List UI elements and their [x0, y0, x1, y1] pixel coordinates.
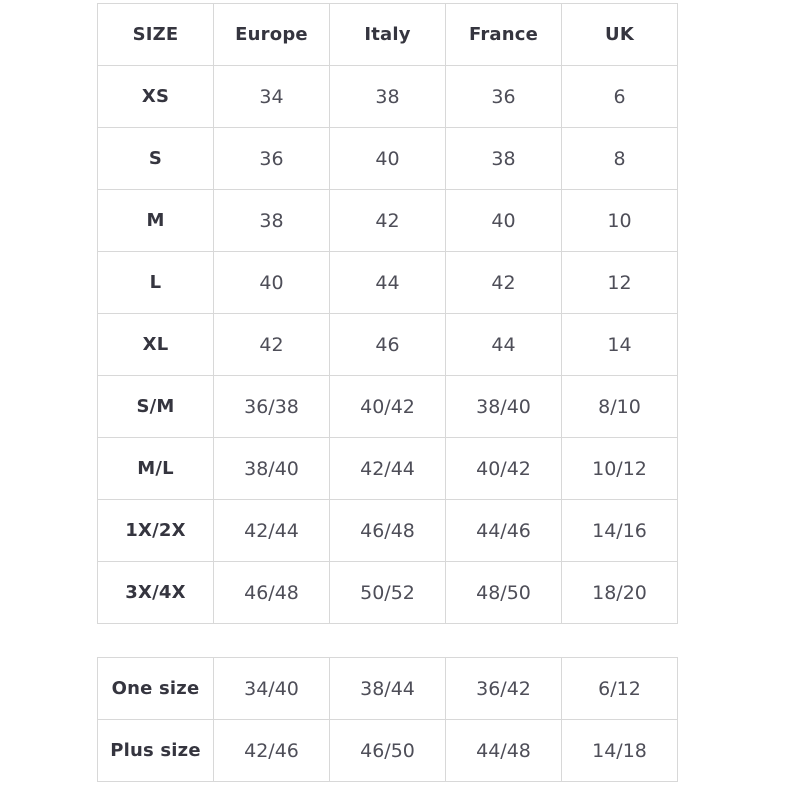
value-cell: 36: [214, 128, 330, 190]
table-row: [98, 562, 678, 624]
value-cell: 34/40: [214, 658, 330, 720]
size-label-cell: 3X/4X: [98, 562, 214, 624]
value-cell: 36: [446, 66, 562, 128]
value-cell: 42/46: [214, 720, 330, 782]
size-label-cell: XS: [98, 66, 214, 128]
size-label-cell: XL: [98, 314, 214, 376]
value-cell: 44: [446, 314, 562, 376]
value-cell: 42: [330, 190, 446, 252]
size-label-cell: M: [98, 190, 214, 252]
value-cell: 38/40: [214, 438, 330, 500]
value-cell: 40: [214, 252, 330, 314]
value-cell: 38/40: [446, 376, 562, 438]
value-cell: 38: [330, 66, 446, 128]
table-row: [98, 66, 678, 128]
value-cell: 48/50: [446, 562, 562, 624]
one-size-plus-size-table: [97, 657, 678, 782]
value-cell: 14/16: [562, 500, 678, 562]
value-cell: 10/12: [562, 438, 678, 500]
column-header-uk: UK: [562, 4, 678, 66]
value-cell: 8/10: [562, 376, 678, 438]
table-row: [98, 376, 678, 438]
value-cell: 40/42: [446, 438, 562, 500]
value-cell: 6: [562, 66, 678, 128]
column-header-size: SIZE: [98, 4, 214, 66]
value-cell: 14/18: [562, 720, 678, 782]
table-row: [98, 500, 678, 562]
header-row: [98, 4, 678, 66]
size-label-cell: One size: [98, 658, 214, 720]
value-cell: 6/12: [562, 658, 678, 720]
column-header-france: France: [446, 4, 562, 66]
column-header-europe: Europe: [214, 4, 330, 66]
value-cell: 46/48: [214, 562, 330, 624]
value-cell: 42: [446, 252, 562, 314]
table-row: [98, 252, 678, 314]
value-cell: 44/46: [446, 500, 562, 562]
size-label-cell: M/L: [98, 438, 214, 500]
value-cell: 36/38: [214, 376, 330, 438]
value-cell: 40: [446, 190, 562, 252]
value-cell: 38: [214, 190, 330, 252]
size-label-cell: S/M: [98, 376, 214, 438]
value-cell: 44: [330, 252, 446, 314]
value-cell: 42/44: [214, 500, 330, 562]
value-cell: 36/42: [446, 658, 562, 720]
value-cell: 42/44: [330, 438, 446, 500]
value-cell: 40/42: [330, 376, 446, 438]
main-size-table: [97, 3, 678, 624]
table-row: [98, 190, 678, 252]
table-row: [98, 128, 678, 190]
table-row: [98, 438, 678, 500]
value-cell: 38/44: [330, 658, 446, 720]
size-label-cell: 1X/2X: [98, 500, 214, 562]
value-cell: 10: [562, 190, 678, 252]
value-cell: 46/50: [330, 720, 446, 782]
value-cell: 34: [214, 66, 330, 128]
value-cell: 42: [214, 314, 330, 376]
value-cell: 46/48: [330, 500, 446, 562]
value-cell: 46: [330, 314, 446, 376]
value-cell: 8: [562, 128, 678, 190]
value-cell: 12: [562, 252, 678, 314]
table-row: [98, 314, 678, 376]
size-label-cell: S: [98, 128, 214, 190]
table-row: [98, 658, 678, 720]
value-cell: 18/20: [562, 562, 678, 624]
size-label-cell: L: [98, 252, 214, 314]
value-cell: 14: [562, 314, 678, 376]
size-label-cell: Plus size: [98, 720, 214, 782]
table-row: [98, 720, 678, 782]
value-cell: 40: [330, 128, 446, 190]
value-cell: 44/48: [446, 720, 562, 782]
column-header-italy: Italy: [330, 4, 446, 66]
value-cell: 50/52: [330, 562, 446, 624]
value-cell: 38: [446, 128, 562, 190]
